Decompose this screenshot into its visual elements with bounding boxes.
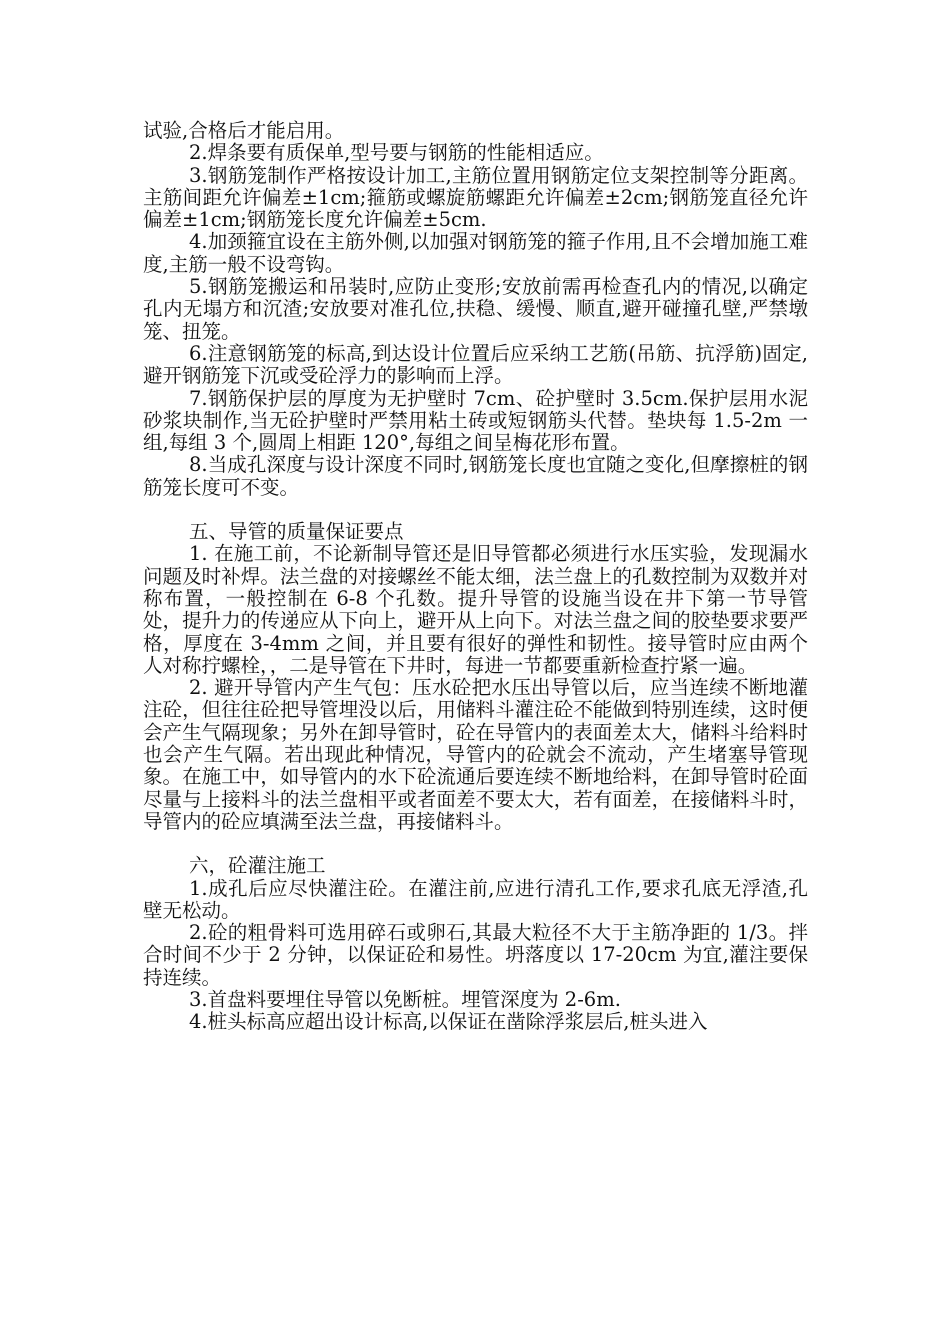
paragraph-item-2: 2.焊条要有质保单,型号要与钢筋的性能相适应。 <box>189 141 604 165</box>
paragraph-pour-3: 3.首盘料要埋住导管以免断桩。埋管深度为 2-6m. <box>189 987 621 1011</box>
paragraph-pour-4: 4.桩头标高应超出设计标高,以保证在凿除浮浆层后,桩头进入 <box>189 1010 708 1034</box>
blank-line <box>143 833 808 855</box>
paragraph-item-3: 3.钢筋笼制作严格按设计加工,主筋位置用钢筋定位支架控制等分距离。主筋间距允许偏差±1cm;箍筋或螺旋筋螺距允许偏差±2cm;钢筋笼直径允许偏差±1cm;钢筋笼长度允许偏差±5cm. <box>143 163 808 232</box>
section-heading-5: 五、导管的质量保证要点 <box>189 520 404 544</box>
paragraph-pour-2: 2.砼的粗骨料可选用碎石或卵石,其最大粒径不大于主筋净距的 1/3。拌合时间不少于 2 分钟，以保证砼和易性。坍落度以 17-20cm 为宜,灌注要保持连续。 <box>143 921 808 989</box>
paragraph-item-7: 7.钢筋保护层的厚度为无护壁时 7cm、砼护壁时 3.5cm.保护层用水泥砂浆块制作,当无砼护壁时严禁用粘土砖或短钢筋头代替。垫块每 1.5-2m 一组,每组 3 个,圆周上相距 120°,每组之间呈梅花形布置。 <box>143 386 808 455</box>
document-body <box>143 120 808 1034</box>
blank-line <box>143 499 808 521</box>
section-heading-6: 六，砼灌注施工 <box>189 854 326 878</box>
paragraph-item-6: 6.注意钢筋笼的标高,到达设计位置后应采纳工艺筋(吊筋、抗浮筋)固定,避开钢筋笼下沉或受砼浮力的影响而上浮。 <box>143 341 808 388</box>
paragraph-item-4: 4.加颈箍宜设在主筋外侧,以加强对钢筋笼的箍子作用,且不会增加施工难度,主筋一般不设弯钩。 <box>143 230 808 276</box>
paragraph-item-5: 5.钢筋笼搬运和吊装时,应防止变形;安放前需再检查孔内的情况,以确定孔内无塌方和沉渣;安放要对准孔位,扶稳、缓慢、顺直,避开碰撞孔壁,严禁墩笼、扭笼。 <box>143 275 808 343</box>
paragraph-conduit-1: 1. 在施工前，不论新制导管还是旧导管都必须进行水压实验，发现漏水问题及时补焊。法兰盘的对接螺丝不能太细，法兰盘上的孔数控制为双数并对称布置，一般控制在 6-8 个孔数。提升导管的设施当设在井下第一节导管处，提升力的传递应从下向上，避开从上向下。对法兰盘之间的胶垫要求要严格，厚度在 3-4mm 之间，并且要有很好的弹性和韧性。接导管时应由两个人对称拧螺栓，，二是导管在下井时，每进一节都要重新检查拧紧一遍。 <box>143 542 808 677</box>
paragraph-item-8: 8.当成孔深度与设计深度不同时,钢筋笼长度也宜随之变化,但摩擦桩的钢筋笼长度可不变。 <box>143 453 808 499</box>
paragraph-pour-1: 1.成孔后应尽快灌注砼。在灌注前,应进行清孔工作,要求孔底无浮渣,孔壁无松动。 <box>143 876 808 922</box>
paragraph-conduit-2: 2. 避开导管内产生气包：压水砼把水压出导管以后，应当连续不断地灌注砼，但往往砼把导管埋没以后，用储料斗灌注砼不能做到特别连续，这时便会产生气隔现象；另外在卸导管时，砼在导管内的表面差太大，储料斗给料时也会产生气隔。若出现此种情况，导管内的砼就会不流动，产生堵塞导管现象。在施工中，如导管内的水下砼流通后要连续不断地给料，在卸导管时砼面尽量与上接料斗的法兰盘相平或者面差不要太大，若有面差，在接储料斗时，导管内的砼应填满至法兰盘，再接储料斗。 <box>143 676 808 833</box>
paragraph-continuation: 试验,合格后才能启用。 <box>143 119 345 142</box>
